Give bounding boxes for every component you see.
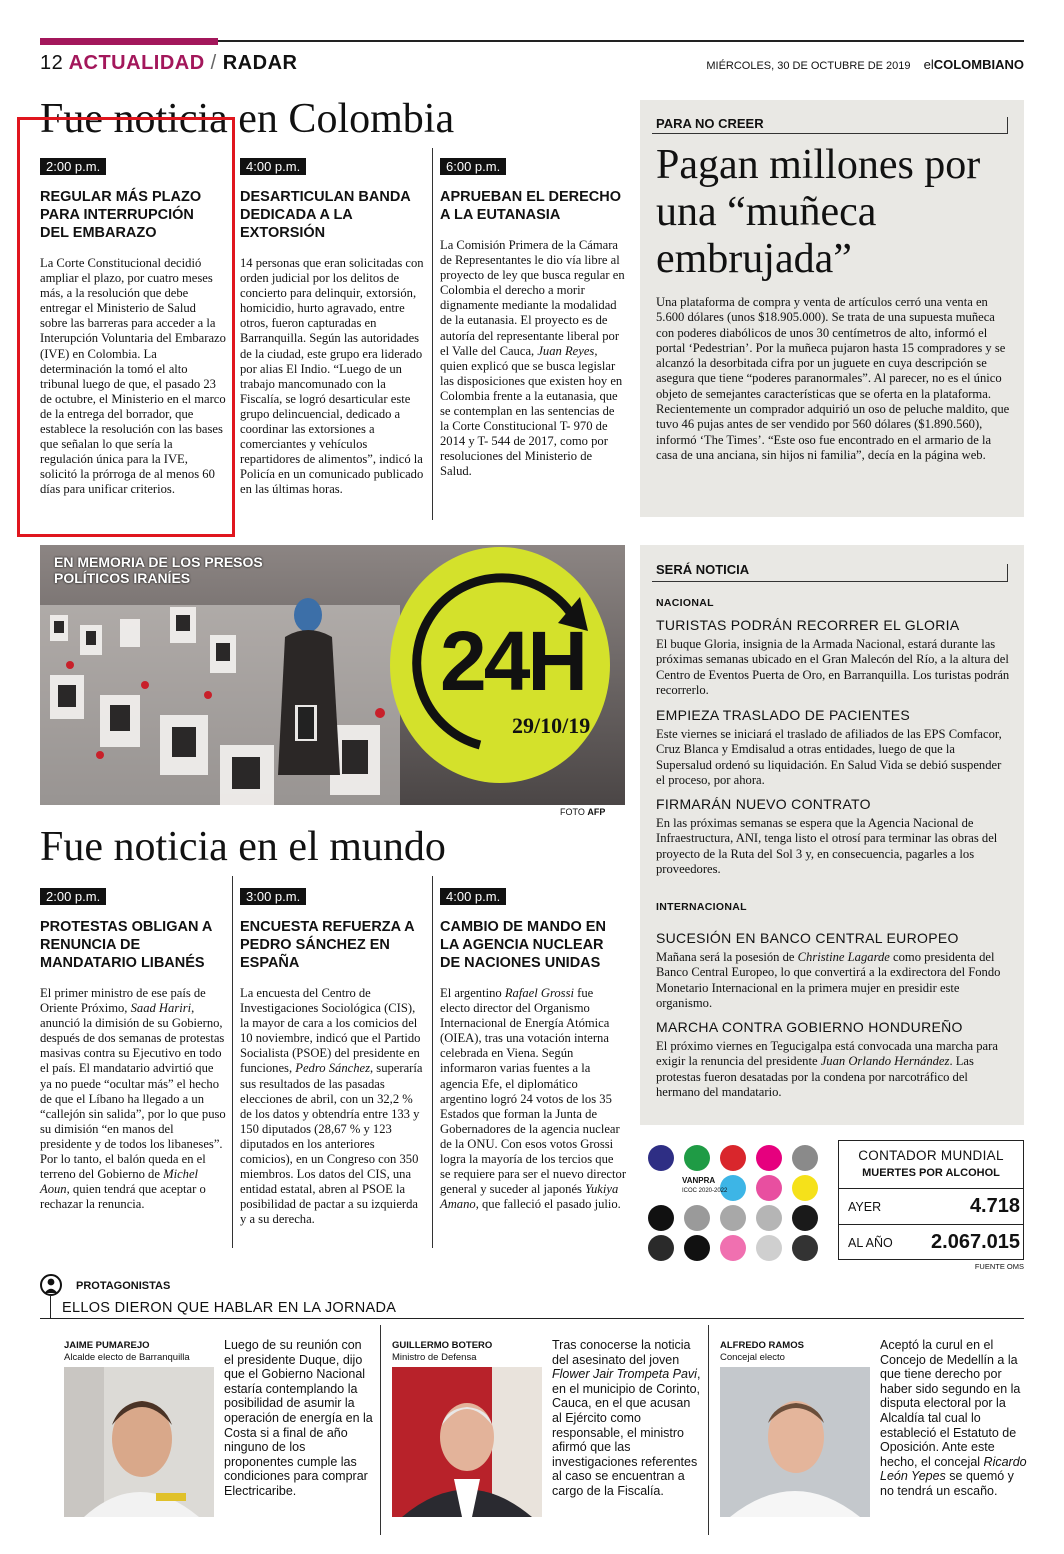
label-rule	[652, 581, 1008, 582]
color-swatch	[720, 1235, 746, 1261]
column-rule	[708, 1325, 709, 1535]
time-badge: 2:00 p.m.	[40, 888, 106, 905]
color-swatch	[792, 1205, 818, 1231]
color-swatch	[756, 1235, 782, 1261]
person-statement: Luego de su reunión con el presidente Duque, dijo que el Gobierno Nacional estaría contemplando la posibilidad de asumir la operación de energía en la Costa si a final de año ninguno de los proponentes cumple las condiciones para comprar Electricaribe.	[224, 1338, 373, 1498]
color-swatch	[720, 1145, 746, 1171]
story-body: La Comisión Primera de la Cámara de Representantes le dio vía libre al proyecto de ley que busca regular en Colombia el derecho a morir dignamente mediante la modalidad de la eutanasia. El proyecto es de autoría del representante liberal por el Valle del Cauca, Juan Reyes, quien explicó que se busca legislar las disposiciones que existen hoy en Colombia frente a la eutanasia, que se contemplan en las sentencias de la Corte Constitucional T- 970 de 2014 y T- 544 de 2017, como por resoluciones del Ministerio de Salud.	[440, 238, 625, 479]
time-badge: 4:00 p.m.	[440, 888, 506, 905]
column-rule	[432, 876, 433, 1248]
para-no-creer-label: PARA NO CREER	[656, 116, 764, 131]
section-header	[40, 52, 297, 75]
photo-caption: EN MEMORIA DE LOS PRESOS POLÍTICOS IRANÍES	[54, 554, 263, 586]
sera-noticia-label: SERÁ NOTICIA	[656, 562, 750, 577]
sera-noticia-headline: TURISTAS PODRÁN RECORRER EL GLORIA	[656, 617, 960, 633]
story-headline: CAMBIO DE MANDO EN LA AGENCIA NUCLEAR DE NACIONES UNIDAS	[440, 919, 606, 971]
protagonistas-subtitle: ELLOS DIERON QUE HABLAR EN LA JORNADA	[62, 1300, 397, 1316]
story-body: 14 personas que eran solicitadas con orden judicial por los delitos de concierto para delinquir, extorsión, homicidio, hurto agravado, entre otros, fueron capturadas en Barranquilla. Según las autoridades de la ciudad, este grupo era liderado por alias El Indio. “Luego de un trabajo mancomunado con la Fiscalía, se logró desarticular este grupo delincuencial, dedicado a coordinar las extorsiones a comerciantes y vehículos repartidores de alimentos”, indicó la Policía en un comunicado publicado en las últimas horas.	[240, 256, 424, 497]
highlight-box	[17, 117, 235, 537]
protagonistas-rule	[40, 1318, 1024, 1319]
header-accent-bar	[40, 38, 218, 45]
story-body: El argentino Rafael Grossi fue electo director del Organismo Internacional de Energía Atómica (OIEA), tras una votación interna celebrada en Viena. Según informaron varias fuentes a la agencia Efe, el diplomático argentino logró 24 votos de los 35 Estados que forman la Junta de Gobernadores de la agencia nuclear de la ONU. Con esos votos Grossi logra la mayoría de los tercios que se requiere para ser el nuevo director general y suceder al japonés Yukiya Amano, que falleció el pasado julio.	[440, 986, 627, 1212]
nacional-label: NACIONAL	[656, 597, 714, 609]
sera-noticia-body: En las próximas semanas se espera que la Agencia Nacional de Infraestructura, ANI, tenga listo el otrosí para terminar las obras del proyecto de la Ruta del Sol 3 y, en consecuencia, pagarles a los proveedores.	[656, 816, 998, 876]
contador-rule	[838, 1224, 1024, 1225]
color-swatch	[684, 1205, 710, 1231]
story-body: El primer ministro de ese país de Oriente Próximo, Saad Hariri, anunció la dimisión de su Gobierno, después de dos semanas de protestas masivas contra su Ejecutivo en todo el país. El mandatario advirtió que ya no puede “ocultar más” el hecho de que el Líbano ha llegado a un “callejón sin salida”, por lo que puso su dimisión “en manos del presidente y de todos los libaneses”. Por lo tanto, el balón queda en el terreno del Gobierno de Michel Aoun, quien tendrá que aceptar o rechazar la renuncia.	[40, 986, 226, 1212]
contador-rule	[838, 1188, 1024, 1189]
color-swatch	[648, 1145, 674, 1171]
color-swatch	[792, 1145, 818, 1171]
mundo-story-1	[40, 888, 226, 1212]
contador-label-anio: AL AÑO	[848, 1236, 893, 1250]
colombia-section-title: Fue noticia en Colombia	[40, 96, 455, 142]
section-name: ACTUALIDAD	[68, 52, 205, 74]
contador-label-ayer: AYER	[848, 1200, 882, 1214]
sera-noticia-headline: SUCESIÓN EN BANCO CENTRAL EUROPEO	[656, 930, 959, 946]
internacional-label: INTERNACIONAL	[656, 901, 747, 913]
sera-noticia-body: Mañana será la posesión de Christine Lagarde como presidenta del Banco Central Europeo, lo que convertirá a la exdirectora del Fondo Monetario Internacional en la primera mujer en presidir este organismo.	[656, 950, 1001, 1010]
column-rule	[432, 148, 433, 520]
masthead	[706, 57, 1024, 72]
contador-value-anio: 2.067.015	[931, 1231, 1020, 1253]
para-no-creer-title: Pagan millones por una “muñeca embrujada”	[656, 142, 981, 282]
color-swatch	[756, 1145, 782, 1171]
person-role: Ministro de Defensa	[392, 1352, 477, 1363]
protagonistas-rule	[50, 1296, 51, 1318]
time-badge: 2:00 p.m.	[40, 158, 106, 175]
story-body: La Corte Constitucional decidió ampliar el plazo, por cuatro meses más, a la resolución que debe entregar el Ministerio de Salud sobre las barreras para acceder a la Interupción Voluntaria del Embarazo (IVE) en Colombia. La determinación la tomó el alto tribunal luego de que, el pasado 23 de octubre, el Ministerio en el marco de la entrega del borrador, que establece la resolución con las bases que señalan lo que sería la regulación única para la IVE, solicitó la prórroga de al menos 60 días para unificar criterios.	[40, 256, 226, 497]
section-separator: /	[210, 52, 217, 74]
color-swatch	[684, 1235, 710, 1261]
color-swatch	[720, 1205, 746, 1231]
person-name: GUILLERMO BOTERO	[392, 1340, 493, 1351]
print-color-bar	[648, 1145, 828, 1265]
color-swatch	[756, 1205, 782, 1231]
sera-noticia-headline: EMPIEZA TRASLADO DE PACIENTES	[656, 707, 911, 723]
sera-noticia-body: El próximo viernes en Tegucigalpa está convocada una marcha para exigir la renuncia del presidente Juan Orlando Hernández. Las protestas fueron desatadas por la condena por narcotráfico del hermano del mandatario.	[656, 1039, 998, 1099]
person-role: Concejal electo	[720, 1352, 785, 1363]
label-rule-end	[1007, 564, 1008, 582]
colombia-story-2	[240, 158, 426, 498]
color-bar-brand: VANPRA	[682, 1176, 716, 1185]
colombia-story-3	[440, 158, 626, 480]
color-swatch	[684, 1145, 710, 1171]
label-rule-end	[1007, 117, 1008, 134]
newspaper-logo: elCOLOMBIANO	[923, 57, 1024, 72]
column-rule	[232, 876, 233, 1248]
label-rule	[652, 133, 1008, 134]
color-swatch	[648, 1205, 674, 1231]
contador-source: FUENTE OMS	[974, 1262, 1024, 1271]
contador-value-ayer: 4.718	[969, 1195, 1020, 1217]
mundo-story-2	[240, 888, 426, 1228]
time-badge: 3:00 p.m.	[240, 888, 306, 905]
time-badge: 6:00 p.m.	[440, 158, 506, 175]
person-photo	[64, 1367, 214, 1517]
contador-title: CONTADOR MUNDIAL	[858, 1148, 1004, 1163]
person-photo	[720, 1367, 870, 1517]
mundo-story-3	[440, 888, 626, 1212]
story-headline: ENCUESTA REFUERZA A PEDRO SÁNCHEZ EN ESPAÑA	[240, 919, 414, 971]
time-badge: 4:00 p.m.	[240, 158, 306, 175]
story-headline: APRUEBAN EL DERECHO A LA EUTANASIA	[440, 189, 622, 223]
story-headline: DESARTICULAN BANDA DEDICADA A LA EXTORSIÓN	[240, 189, 411, 241]
page-number: 12	[40, 52, 64, 74]
contador-subtitle: MUERTES POR ALCOHOL	[862, 1167, 1000, 1179]
protagonistas-label: PROTAGONISTAS	[76, 1280, 171, 1292]
issue-date: MIÉRCOLES, 30 DE OCTUBRE DE 2019	[706, 60, 911, 72]
24h-badge-date: 29/10/19	[512, 713, 591, 738]
person-name: ALFREDO RAMOS	[720, 1340, 804, 1351]
color-swatch	[792, 1235, 818, 1261]
24h-badge-text: 24H	[440, 614, 586, 708]
person-statement: Tras conocerse la noticia del asesinato del joven Flower Jair Trompeta Pavi, en el municipio de Corinto, Cauca, en el que acusan al Ejército como responsable, el ministro afirmó que las investigaciones referentes al caso se encuentran a cargo de la Fiscalía.	[552, 1338, 701, 1498]
color-swatch	[648, 1235, 674, 1261]
para-no-creer-body: Una plataforma de compra y venta de artículos cerró una venta en 5.600 dólares (unos $18.905.000). Se trata de una supuesta muñeca con poderes diabólicos de unos 30 centímetros de alto, informó el portal ‘Pedestrian’. Por la muñeca pujaron hasta 15 compradores y se alcanzó la desorbitada cifra por un juguete en cuya descripción se asegura que tiene “poderes paranormales”. Al parecer, no es el único objeto de semejantes características que se oferta en la plataforma. Recientemente un comprador adquirió un oso de peluche maldito, que tuvo 46 pujas antes de ser vendido por 560 dólares ($1.890.560), informó ‘The Times’. “Este oso fue encontrado en el armario de la casa de una anciana, sin hijos ni familia”, decía en la página web.	[656, 295, 1010, 462]
sera-noticia-headline: MARCHA CONTRA GOBIERNO HONDUREÑO	[656, 1019, 963, 1035]
column-rule	[380, 1325, 381, 1535]
photo-credit: FOTO AFP	[560, 807, 606, 817]
person-name: JAIME PUMAREJO	[64, 1340, 150, 1351]
color-bar-code: ICOC 2020-2022	[682, 1188, 728, 1194]
person-icon	[40, 1274, 62, 1296]
color-swatch	[756, 1175, 782, 1201]
sera-noticia-body: Este viernes se iniciará el traslado de afiliados de las EPS Comfacor, Cruz Blanca y Emdisalud a otras entidades, luego de que la Supersalud ordenó su liquidación. En Salud Vida se debió suspender el proceso, por ahora.	[656, 727, 1002, 787]
person-photo	[392, 1367, 542, 1517]
sera-noticia-body: El buque Gloria, insignia de la Armada Nacional, estará durante las próximas semanas ubicado en el Gran Malecón del Río, a la altura del Centro de Eventos Puerta de Oro, en Barranquilla. Los turistas podrán recorrerlo.	[656, 637, 1010, 697]
sera-noticia-headline: FIRMARÁN NUEVO CONTRATO	[656, 796, 871, 812]
person-statement: Aceptó la curul en el Concejo de Medellín a la que tiene derecho por haber sido segundo en la disputa electoral por la Alcaldía tal cual lo estableció el Estatuto de Oposición. Ante este hecho, el concejal Ricardo León Yepes se quemó y no tendrá un escaño.	[880, 1338, 1027, 1498]
story-headline: PROTESTAS OBLIGAN A RENUNCIA DE MANDATARIO LIBANÉS	[40, 919, 212, 971]
subsection-name: RADAR	[222, 52, 298, 74]
story-body: La encuesta del Centro de Investigaciones Sociológica (CIS), la mayor de cara a los comicios del 10 noviembre, indicó que el Partido Socialista (PSOE) del presidente en funciones, Pedro Sánchez, superaría sus resultados de las pasadas elecciones de abril, con un 32,2 % de los datos y obtendría entre 133 y 150 diputados (28,67 % y 123 diputados en los anteriores comicios), en un Congreso con 350 miembros. Los datos del CIS, una entidad estatal, abren al PSOE la posibilidad de pactar a su izquierda y a su derecha.	[240, 986, 423, 1227]
story-headline: REGULAR MÁS PLAZO PARA INTERRUPCIÓN DEL EMBARAZO	[40, 189, 202, 241]
mundo-section-title: Fue noticia en el mundo	[40, 824, 446, 870]
color-swatch	[792, 1175, 818, 1201]
person-role: Alcalde electo de Barranquilla	[64, 1352, 190, 1363]
